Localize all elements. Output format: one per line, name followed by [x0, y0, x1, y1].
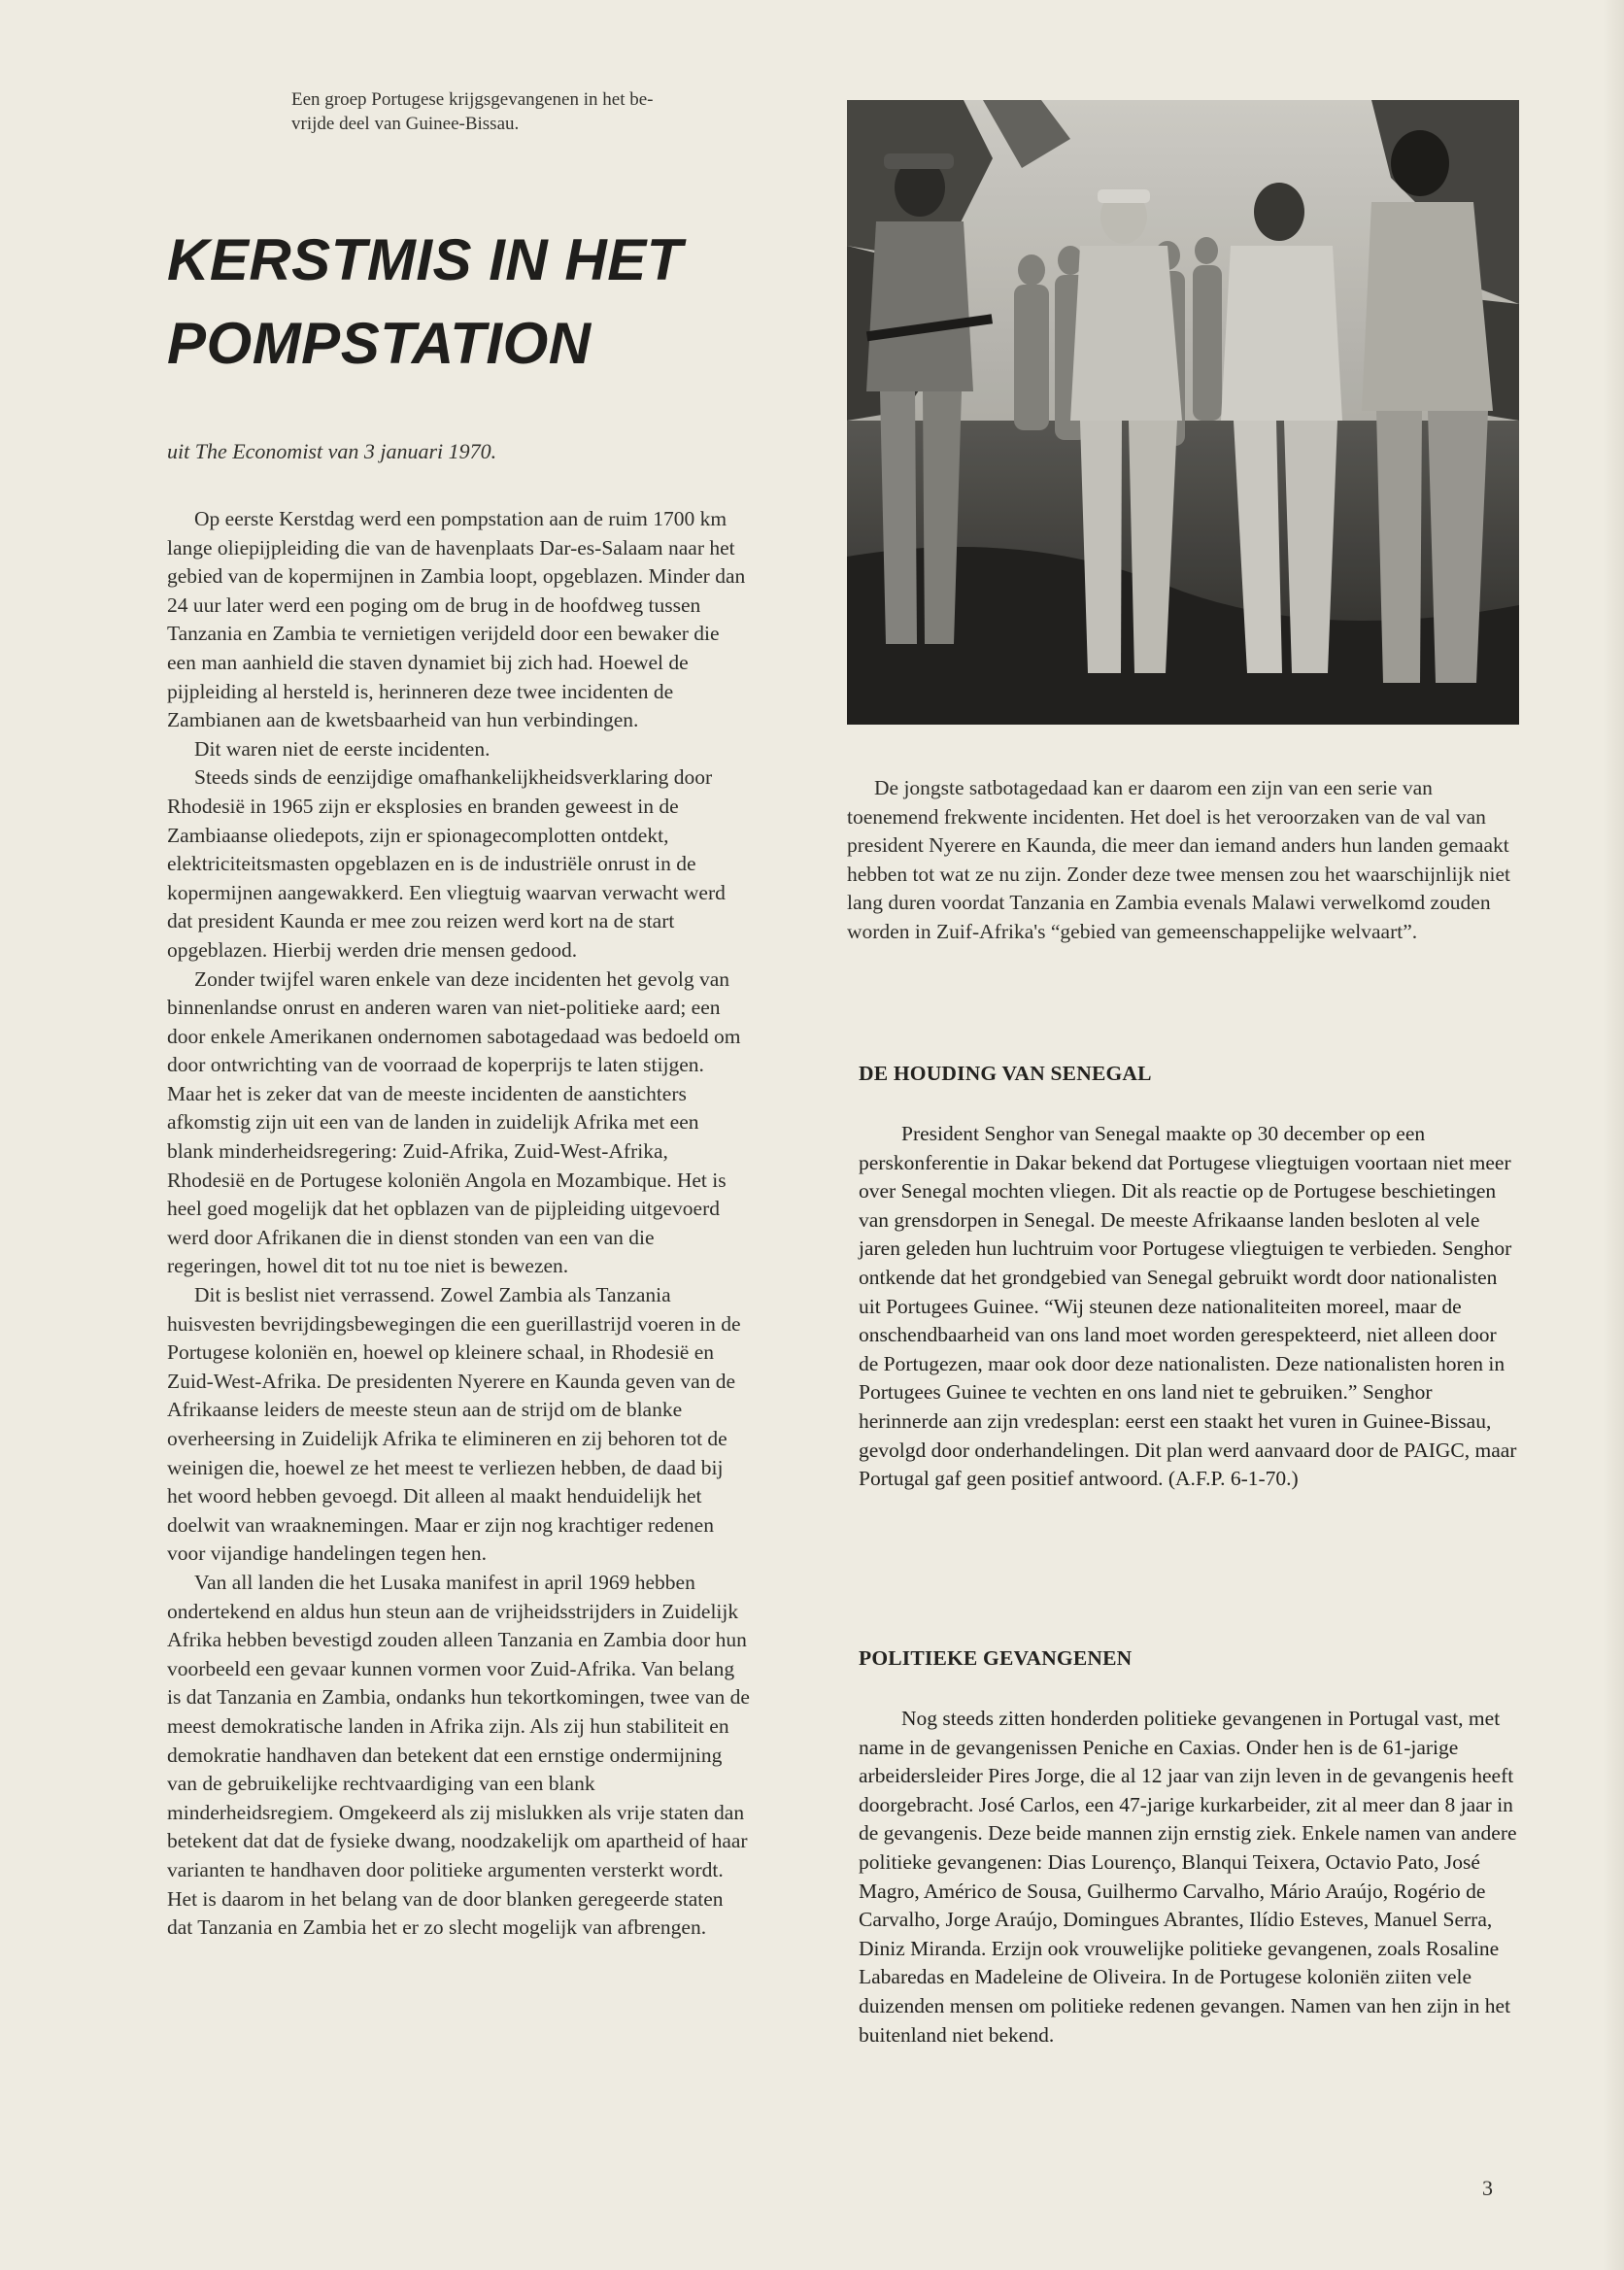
paragraph: Dit waren niet de eerste incidenten. — [194, 736, 491, 761]
paragraph: Dit is beslist niet verrassend. Zowel Zambia als Tanzania huisvesten bevrijdingsbewegingen die een guerillastrijd voeren in de Portugese koloniën en, hoewel op kleinere schaal, in Rhodesië en Zuid-West-Afrika. De presidenten Nyerere en Kaunda geven van de Afrikaanse leiders de meeste steun aan de strijd om de blanke overheersing in Zuidelijk Afrika te elimineren en zij behoren tot de weinigen die, hoewel ze het meest te verliezen hebben, de daad bij het woord hebben gevoegd. Dit alleen al maakt henduidelijk het doelwit van wraaknemingen. Maar er zijn nog krachtiger redenen voor vijandige handelingen tegen hen. — [167, 1283, 741, 1566]
paragraph: Van all landen die het Lusaka manifest in april 1969 hebben ondertekend en aldus hun steun aan de vrijheidsstrijders in Zuidelijk Afrika hebben bevestigd zouden alleen Tanzania en Zambia door hun voorbeeld een gevaar kunnen vormen voor Zuid-Afrika. Van belang is dat Tanzania en Zambia, ondanks hun tekortkomingen, twee van de meest demokratische landen in Afrika zijn. Als zij hun stabiliteit en demokratie handhaven dan betekent dat een ernstige ondermijning van de gebruikelijke rechtvaardiging van een blank minderheidsregiem. Omgekeerd als zij mislukken als vrije staten dan betekent dat dat de fysieke dwang, noodzakelijk om apartheid of haar varianten te handhaven door politieke argumenten versterkt wordt. Het is daarom in het belang van de door blanken geregeerde staten dat Tanzania en Zambia het er zo slecht mogelijk van afbrengen. — [167, 1570, 750, 1940]
paragraph: Op eerste Kerstdag werd een pompstation aan de ruim 1700 km lange oliepijpleiding die van de havenplaats Dar-es-Salaam naar het gebied van de kopermijnen in Zambia loopt, opgeblazen. Minder dan 24 uur later werd een poging om de brug in de hoofdweg tussen Tanzania en Zambia te vernietigen verijdeld door een bewaker die een man aanhield die staven dynamiet bij zich had. Hoewel de pijpleiding al hersteld is, herinneren deze twee incidenten de Zambianen aan de kwetsbaarheid van hun verbindingen. — [167, 507, 746, 732]
photo-caption-text: Een groep Portugese krijgsgevangenen in het be- vrijde deel van Guinee-Bissau. — [291, 89, 654, 134]
left-column — [167, 505, 750, 1943]
section-heading-gevangenen: POLITIEKE GEVANGENEN — [859, 1646, 1133, 1670]
right-column — [847, 774, 1527, 947]
article-title — [167, 219, 828, 386]
photo-caption — [291, 87, 796, 136]
article-title-line-1: KERSTMIS IN HET — [167, 227, 683, 292]
senegal-section — [859, 1120, 1519, 1494]
article-title-line-2: POMPSTATION — [167, 311, 592, 376]
prisoners-photo — [847, 100, 1519, 725]
paragraph: Zonder twijfel waren enkele van deze incidenten het gevolg van binnenlandse onrust en anderen waren van niet-politieke aard; een door enkele Amerikanen ondernomen sabotagedaad was bedoeld om door ontwrichting van de voorraad de koperprijs te laten stijgen. Maar het is zeker dat van de meeste incidenten de aanstichters afkomstig zijn uit een van de landen in zuidelijk Afrika met een blank minderheidsregering: Zuid-Afrika, Zuid-West-Afrika, Rhodesië en de Portugese koloniën Angola en Mozambique. Het is heel goed mogelijk dat het opblazen van de pijpleiding uitgevoerd werd door Afrikanen die in dienst stonden van een van die regeringen, howel dit tot nu toe niet is bewezen. — [167, 966, 741, 1278]
paragraph: De jongste satbotagedaad kan er daarom een zijn van een serie van toenemend frekwente incidenten. Het doel is het veroorzaken van de val van president Nyerere en Kaunda, die meer dan iemand anders hun landen gemaakt hebben tot wat ze nu zijn. Zonder deze twee mensen zou het waarschijnlijk niet lang duren voordat Tanzania en Zambia evenals Malawi verwelkomd zouden worden in Zuif-Afrika's “gebied van gemeenschappelijke welvaart”. — [847, 776, 1510, 943]
photo-illustration — [847, 100, 1519, 725]
page-number: 3 — [1482, 2176, 1493, 2200]
paragraph: President Senghor van Senegal maakte op 30 december op een perskonferentie in Dakar bekend dat Portugese vliegtuigen voortaan niet meer over Senegal mochten vliegen. Dit als reactie op de Portugese beschietingen van grensdorpen in Senegal. De meeste Afrikaanse landen besloten al vele jaren geleden hun luchtruim voor Portugese vliegtuigen te verbieden. Senghor ontkende dat het grondgebied van Senegal gebruikt wordt door nationalisten uit Portugees Guinee. “Wij steunen deze nationaliteiten moreel, maar de onschendbaarheid van ons land moet worden gerespekteerd, niet alleen door de Portugezen, maar ook door deze nationalisten. Deze nationalisten horen in Portugees Guinee te vechten en ons land niet te gebruiken.” Senghor herinnerde aan zijn vredesplan: eerst een staakt het vuren in Guinee-Bissau, gevolgd door onderhandelingen. Dit plan werd aanvaard door de PAIGC, maar Portugal gaf geen positief antwoord. (A.F.P. 6-1-70.) — [859, 1122, 1517, 1491]
paragraph: Steeds sinds de eenzijdige omafhankelijkheidsverklaring door Rhodesië in 1965 zijn er eksplosies en branden geweest in de Zambiaanse oliedepots, zijn er spionagecomplotten ontdekt, elektriciteitsmasten opgeblazen en is de industriële onrust in de kopermijnen aangewakkerd. Een vliegtuig waarvan verwacht werd dat president Kaunda er mee zou reizen werd kort na de start opgeblazen. Hierbij werden drie mensen gedood. — [167, 765, 726, 962]
article-byline: uit The Economist van 3 januari 1970. — [167, 439, 497, 463]
gevangenen-section — [859, 1705, 1519, 2050]
section-heading-senegal: DE HOUDING VAN SENEGAL — [859, 1062, 1152, 1085]
paragraph: Nog steeds zitten honderden politieke gevangenen in Portugal vast, met name in de gevangenissen Peniche en Caxias. Onder hen is de 61-jarige arbeidersleider Pires Jorge, die al 12 jaar van zijn leven in de gevangenis heeft doorgebracht. José Carlos, een 47-jarige kurkarbeider, zit al meer dan 8 jaar in de gevangenis. Deze beide mannen zijn ernstig ziek. Enkele namen van andere politieke gevangenen: Dias Lourenço, Blanqui Teixera, Octavio Pato, José Magro, Américo de Sousa, Guilhermo Carvalho, Mário Araújo, Rogério de Carvalho, Jorge Araújo, Domingues Abrantes, Ilídio Esteves, Manuel Serra, Diniz Miranda. Erzijn ook vrouwelijke politieke gevangenen, zoals Rosaline Labaredas en Madeleine de Oliveira. In de Portugese koloniën ziiten vele duizenden mensen om politieke redenen gevangen. Namen van hen zijn in het buitenland niet bekend. — [859, 1707, 1517, 2047]
